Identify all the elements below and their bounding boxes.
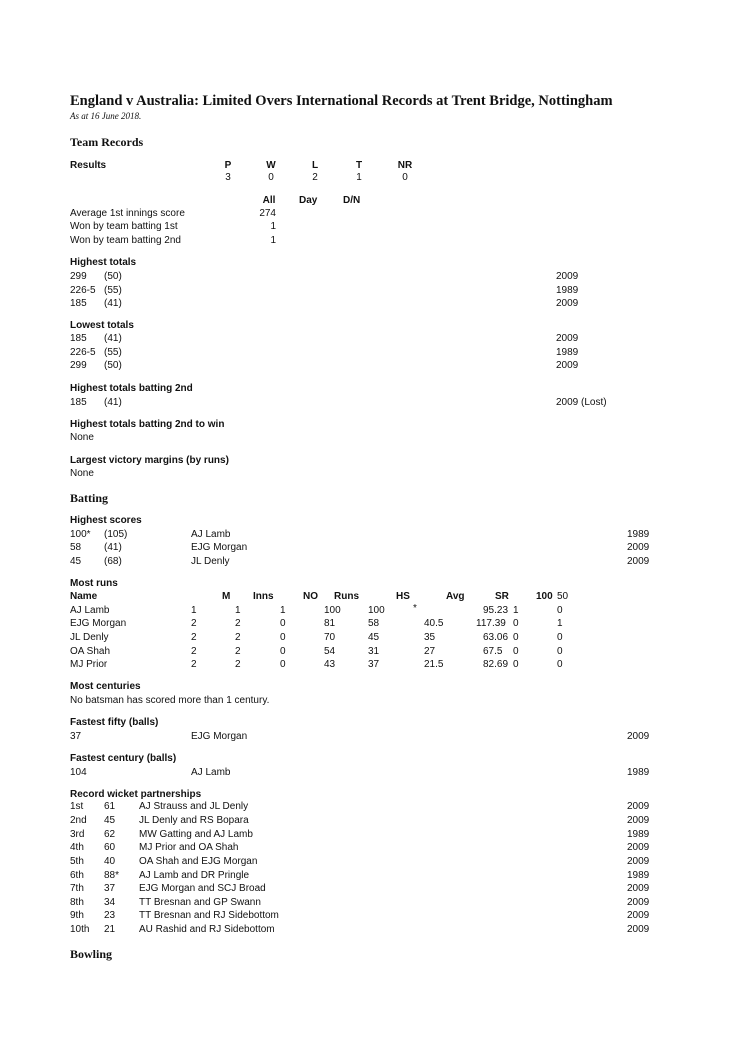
most-runs-row-100: 0: [513, 618, 519, 629]
lowest-total-score: 299: [70, 360, 87, 371]
most-runs-row-50: 0: [557, 646, 563, 657]
batting-heading: Batting: [70, 491, 109, 505]
most-runs-row-50: 0: [557, 605, 563, 616]
highest-batting-second-label: Highest totals batting 2nd: [70, 383, 193, 394]
most-runs-row-runs: 100: [324, 605, 341, 616]
page-title: England v Australia: Limited Overs International Records at Trent Bridge, Nottingham: [70, 93, 613, 109]
won-batting-first-all: 1: [270, 221, 276, 232]
lowest-total-year: 1989: [556, 347, 579, 358]
partnership-year: 2009: [627, 897, 650, 908]
results-value-l: 2: [312, 172, 318, 183]
lowest-total-overs: (50): [104, 360, 122, 371]
most-runs-row-name: AJ Lamb: [70, 605, 110, 616]
most-runs-row-100: 0: [513, 646, 519, 657]
most-runs-row-name: OA Shah: [70, 646, 111, 657]
results-header-l: L: [311, 160, 319, 171]
highest-score-runs: 58: [70, 542, 82, 553]
most-runs-row-inns: 2: [235, 659, 241, 670]
partnership-year: 2009: [627, 842, 650, 853]
results-value-t: 1: [356, 172, 362, 183]
highest-score-year: 1989: [627, 529, 650, 540]
partnership-runs: 45: [104, 815, 116, 826]
most-runs-row-m: 1: [191, 605, 197, 616]
most-runs-row-name: EJG Morgan: [70, 618, 127, 629]
most-runs-row-notout: *: [413, 603, 417, 614]
highest-total-year: 2009: [556, 298, 579, 309]
fastest-fifty-year: 2009: [627, 731, 650, 742]
most-runs-row-100: 0: [513, 632, 519, 643]
most-runs-row-no: 0: [280, 659, 286, 670]
highest-batting-second-win-value: None: [70, 432, 94, 443]
partnership-players: AJ Strauss and JL Denly: [139, 801, 249, 812]
largest-victory-value: None: [70, 468, 94, 479]
partnership-year: 1989: [627, 829, 650, 840]
most-runs-row-inns: 2: [235, 646, 241, 657]
most-runs-row-runs: 70: [324, 632, 336, 643]
most-runs-row-100: 1: [513, 605, 519, 616]
most-runs-row-inns: 1: [235, 605, 241, 616]
highest-score-player: JL Denly: [191, 556, 230, 567]
partnership-runs: 37: [104, 883, 116, 894]
won-batting-second-label: Won by team batting 2nd: [70, 235, 181, 246]
most-runs-row-no: 0: [280, 632, 286, 643]
split-header-day: Day: [299, 195, 318, 206]
most-centuries-value: No batsman has scored more than 1 century.: [70, 695, 270, 706]
partnership-runs: 62: [104, 829, 116, 840]
highest-score-year: 2009: [627, 542, 650, 553]
partnership-wicket: 7th: [70, 883, 84, 894]
most-runs-row-m: 2: [191, 632, 197, 643]
partnership-players: OA Shah and EJG Morgan: [139, 856, 258, 867]
most-runs-row-m: 2: [191, 646, 197, 657]
highest-batting-second-overs: (41): [104, 397, 122, 408]
lowest-total-year: 2009: [556, 333, 579, 344]
lowest-totals-label: Lowest totals: [70, 320, 134, 331]
highest-total-overs: (41): [104, 298, 122, 309]
partnership-runs: 88*: [104, 870, 120, 881]
highest-score-year: 2009: [627, 556, 650, 567]
won-batting-first-label: Won by team batting 1st: [70, 221, 178, 232]
fastest-fifty-balls: 37: [70, 731, 82, 742]
results-header-nr: NR: [397, 160, 413, 171]
lowest-total-year: 2009: [556, 360, 579, 371]
partnership-wicket: 3rd: [70, 829, 85, 840]
most-runs-header-no: NO: [303, 591, 318, 602]
most-runs-row-sr: 63.06: [483, 632, 509, 643]
highest-total-score: 185: [70, 298, 87, 309]
partnership-runs: 23: [104, 910, 116, 921]
avg-first-innings-all: 274: [259, 208, 276, 219]
most-runs-header-sr: SR: [495, 591, 509, 602]
partnership-wicket: 2nd: [70, 815, 87, 826]
highest-totals-label: Highest totals: [70, 257, 137, 268]
most-runs-row-hs: 31: [368, 646, 380, 657]
most-runs-header-50: 50: [557, 591, 569, 602]
highest-score-runs: 100*: [70, 529, 91, 540]
partnership-runs: 40: [104, 856, 116, 867]
most-runs-row-runs: 54: [324, 646, 336, 657]
team-records-heading: Team Records: [70, 135, 144, 149]
partnership-players: EJG Morgan and SCJ Broad: [139, 883, 266, 894]
most-runs-row-sr: 117.39: [476, 618, 506, 629]
highest-batting-second-score: 185: [70, 397, 87, 408]
fastest-century-year: 1989: [627, 767, 650, 778]
split-header-all: All: [262, 195, 276, 206]
most-runs-row-50: 1: [557, 618, 563, 629]
most-runs-row-hs: 100: [368, 605, 385, 616]
most-runs-row-no: 0: [280, 646, 286, 657]
lowest-total-score: 226-5: [70, 347, 96, 358]
bowling-heading: Bowling: [70, 947, 113, 961]
highest-total-overs: (50): [104, 271, 122, 282]
most-runs-row-hs: 58: [368, 618, 380, 629]
most-runs-row-sr: 67.5: [483, 646, 503, 657]
highest-score-player: AJ Lamb: [191, 529, 231, 540]
fastest-century-label: Fastest century (balls): [70, 753, 177, 764]
results-value-nr: 0: [402, 172, 408, 183]
highest-batting-second-year: 2009 (Lost): [556, 397, 607, 408]
most-runs-row-avg: 35: [424, 632, 436, 643]
partnership-wicket: 8th: [70, 897, 84, 908]
most-runs-row-no: 0: [280, 618, 286, 629]
lowest-total-overs: (55): [104, 347, 122, 358]
most-centuries-label: Most centuries: [70, 681, 141, 692]
most-runs-row-sr: 82.69: [483, 659, 509, 670]
results-header-p: P: [224, 160, 232, 171]
most-runs-row-inns: 2: [235, 618, 241, 629]
results-value-p: 3: [225, 172, 231, 183]
most-runs-row-hs: 45: [368, 632, 380, 643]
most-runs-header-hs: HS: [396, 591, 410, 602]
partnership-wicket: 6th: [70, 870, 84, 881]
most-runs-header-100: 100: [536, 591, 553, 602]
highest-total-year: 2009: [556, 271, 579, 282]
most-runs-row-avg: 21.5: [424, 659, 444, 670]
partnership-players: MJ Prior and OA Shah: [139, 842, 239, 853]
most-runs-header-avg: Avg: [446, 591, 465, 602]
split-header-dn: D/N: [343, 195, 361, 206]
avg-first-innings-label: Average 1st innings score: [70, 208, 185, 219]
partnership-wicket: 5th: [70, 856, 84, 867]
highest-score-balls: (105): [104, 529, 128, 540]
largest-victory-label: Largest victory margins (by runs): [70, 455, 229, 466]
partnership-year: 2009: [627, 815, 650, 826]
highest-total-score: 226-5: [70, 285, 96, 296]
most-runs-header-inns: Inns: [253, 591, 274, 602]
partnership-runs: 34: [104, 897, 116, 908]
most-runs-row-50: 0: [557, 659, 563, 670]
fastest-century-balls: 104: [70, 767, 87, 778]
most-runs-row-runs: 81: [324, 618, 336, 629]
partnerships-label: Record wicket partnerships: [70, 789, 202, 800]
most-runs-row-50: 0: [557, 632, 563, 643]
most-runs-row-no: 1: [280, 605, 286, 616]
highest-total-score: 299: [70, 271, 87, 282]
partnership-players: MW Gatting and AJ Lamb: [139, 829, 253, 840]
partnership-runs: 60: [104, 842, 116, 853]
partnership-wicket: 4th: [70, 842, 84, 853]
as-at-date: As at 16 June 2018.: [70, 111, 142, 121]
fastest-fifty-label: Fastest fifty (balls): [70, 717, 159, 728]
won-batting-second-all: 1: [270, 235, 276, 246]
partnership-year: 1989: [627, 870, 650, 881]
highest-total-year: 1989: [556, 285, 579, 296]
fastest-century-player: AJ Lamb: [191, 767, 231, 778]
partnership-year: 2009: [627, 856, 650, 867]
partnership-wicket: 1st: [70, 801, 84, 812]
results-value-w: 0: [268, 172, 274, 183]
results-label: Results: [70, 160, 107, 171]
results-header-w: W: [266, 160, 276, 171]
most-runs-row-sr: 95.23: [483, 605, 509, 616]
partnership-players: AU Rashid and RJ Sidebottom: [139, 924, 275, 935]
partnership-wicket: 10th: [70, 924, 90, 935]
highest-scores-label: Highest scores: [70, 515, 142, 526]
partnership-year: 2009: [627, 910, 650, 921]
highest-batting-second-win-label: Highest totals batting 2nd to win: [70, 419, 225, 430]
most-runs-row-avg: 40.5: [424, 618, 444, 629]
most-runs-row-m: 2: [191, 659, 197, 670]
most-runs-label: Most runs: [70, 578, 118, 589]
lowest-total-overs: (41): [104, 333, 122, 344]
results-header-t: T: [355, 160, 363, 171]
partnership-year: 2009: [627, 801, 650, 812]
most-runs-row-name: JL Denly: [70, 632, 109, 643]
most-runs-row-hs: 37: [368, 659, 380, 670]
most-runs-row-runs: 43: [324, 659, 336, 670]
most-runs-header-name: Name: [70, 591, 98, 602]
partnership-runs: 21: [104, 924, 116, 935]
most-runs-header-m: M: [222, 591, 231, 602]
partnership-players: TT Bresnan and GP Swann: [139, 897, 261, 908]
lowest-total-score: 185: [70, 333, 87, 344]
partnership-players: TT Bresnan and RJ Sidebottom: [139, 910, 279, 921]
partnership-runs: 61: [104, 801, 116, 812]
most-runs-row-m: 2: [191, 618, 197, 629]
partnership-year: 2009: [627, 883, 650, 894]
most-runs-row-name: MJ Prior: [70, 659, 108, 670]
highest-score-runs: 45: [70, 556, 82, 567]
partnership-wicket: 9th: [70, 910, 84, 921]
highest-score-balls: (68): [104, 556, 122, 567]
fastest-fifty-player: EJG Morgan: [191, 731, 248, 742]
highest-score-player: EJG Morgan: [191, 542, 248, 553]
most-runs-row-avg: 27: [424, 646, 436, 657]
most-runs-row-inns: 2: [235, 632, 241, 643]
highest-total-overs: (55): [104, 285, 122, 296]
partnership-year: 2009: [627, 924, 650, 935]
highest-score-balls: (41): [104, 542, 122, 553]
most-runs-header-runs: Runs: [334, 591, 359, 602]
partnership-players: JL Denly and RS Bopara: [139, 815, 249, 826]
partnership-players: AJ Lamb and DR Pringle: [139, 870, 250, 881]
most-runs-row-100: 0: [513, 659, 519, 670]
